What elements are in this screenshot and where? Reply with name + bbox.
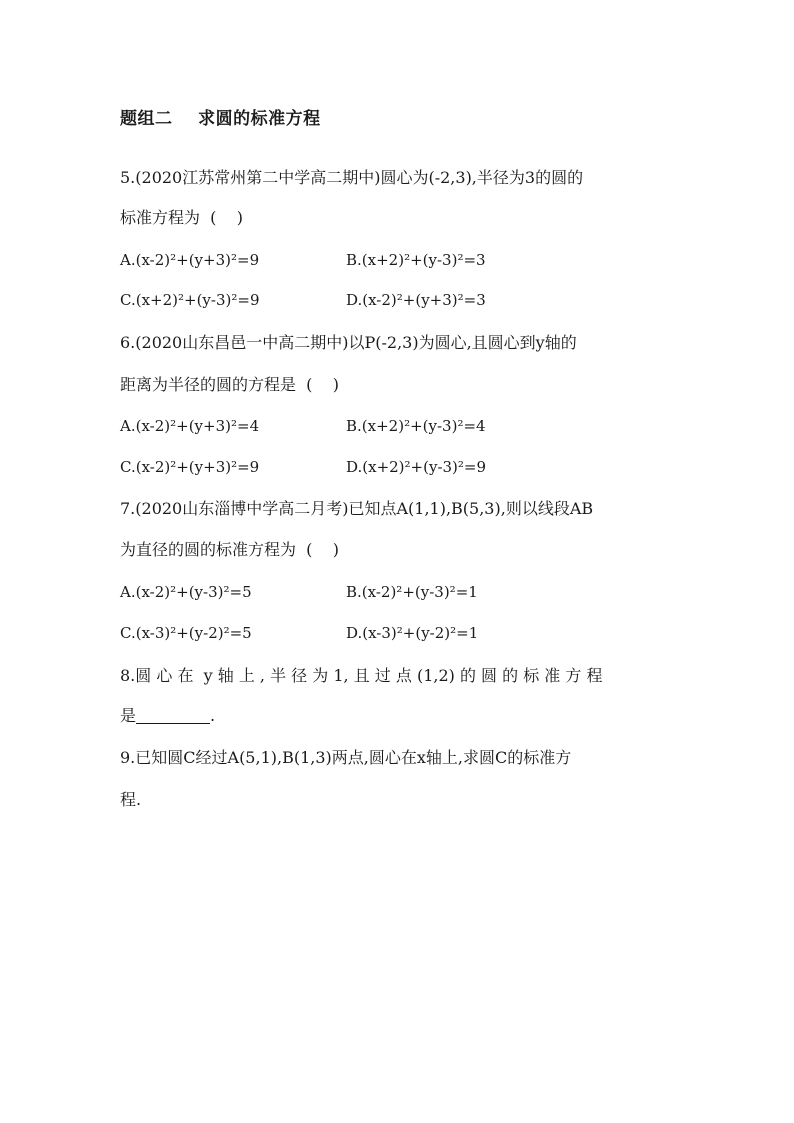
question-8-suffix: . (210, 706, 216, 725)
question-9-line-1: 9.已知圆C经过A(5,1),B(1,3)两点,圆心在x轴上,求圆C的标准方 (120, 748, 572, 767)
question-7-option-a: A.(x-2)²+(y-3)²=5 (120, 583, 252, 601)
question-6-option-b: B.(x+2)²+(y-3)²=4 (346, 417, 486, 435)
question-7-option-d: D.(x-3)²+(y-2)²=1 (346, 624, 479, 642)
question-5-option-d: D.(x-2)²+(y+3)²=3 (346, 291, 486, 309)
question-6-option-a: A.(x-2)²+(y+3)²=4 (120, 417, 260, 435)
question-7-option-b: B.(x-2)²+(y-3)²=1 (346, 583, 478, 601)
question-5-option-b: B.(x+2)²+(y-3)²=3 (346, 251, 486, 269)
question-7-line-2: 为直径的圆的标准方程为 ( ) (120, 540, 340, 559)
question-9-line-2: 程. (120, 790, 142, 809)
question-6-option-c: C.(x-2)²+(y+3)²=9 (120, 458, 260, 476)
question-8-prefix: 是 (120, 706, 137, 725)
section-title: 题组二 求圆的标准方程 (120, 109, 321, 129)
question-5-option-c: C.(x+2)²+(y-3)²=9 (120, 291, 260, 309)
answer-blank (136, 707, 210, 724)
question-5-line-2: 标准方程为 ( ) (120, 208, 244, 227)
question-6-line-2: 距离为半径的圆的方程是 ( ) (120, 375, 340, 394)
question-8-line-2 (120, 706, 215, 726)
question-6-line-1: 6.(2020山东昌邑一中高二期中)以P(-2,3)为圆心,且圆心到y轴的 (120, 333, 577, 352)
question-7-option-c: C.(x-3)²+(y-2)²=5 (120, 624, 252, 642)
question-7-line-1: 7.(2020山东淄博中学高二月考)已知点A(1,1),B(5,3),则以线段AB (120, 499, 594, 518)
question-8-line-1: 8.圆 心 在 y 轴 上 , 半 径 为 1, 且 过 点 (1,2) 的 圆 的 标 准 方 程 (120, 666, 603, 685)
question-5-option-a: A.(x-2)²+(y+3)²=9 (120, 251, 260, 269)
question-5-line-1: 5.(2020江苏常州第二中学高二期中)圆心为(-2,3),半径为3的圆的 (120, 168, 584, 187)
question-6-option-d: D.(x+2)²+(y-3)²=9 (346, 458, 487, 476)
